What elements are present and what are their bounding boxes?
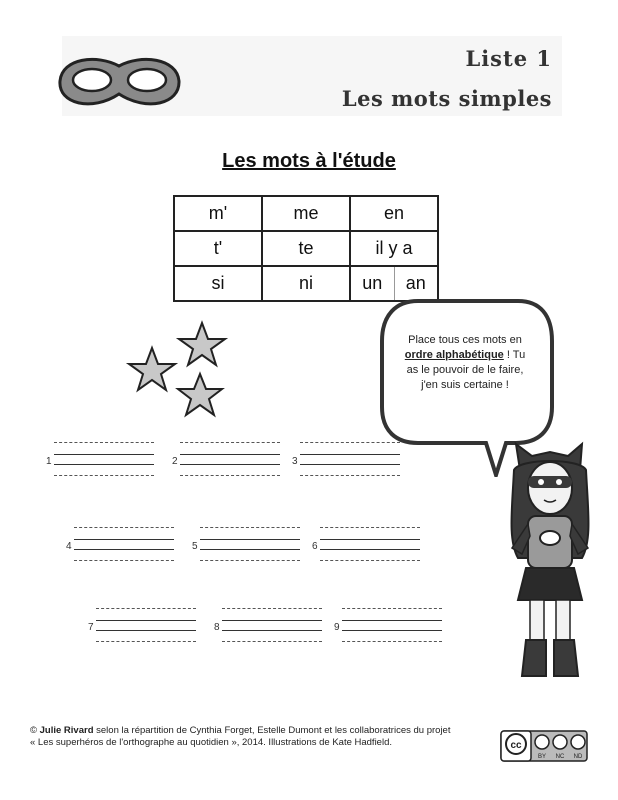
writing-line [342,620,442,621]
slot-number: 5 [192,541,198,552]
writing-line [300,454,400,455]
dotted-line [222,608,322,609]
answer-slot[interactable] [334,608,444,648]
writing-line [180,464,280,465]
writing-line [320,549,420,550]
star-icon [179,323,225,365]
word-cell-split [350,266,438,301]
slot-number: 9 [334,622,340,633]
dotted-line [96,608,196,609]
word-cell: en [350,196,438,231]
table-row [174,196,438,231]
word-cell: un [351,267,395,300]
answer-slot[interactable] [312,527,422,567]
writing-line [320,539,420,540]
table-row [174,231,438,266]
license-by: BY [537,754,547,760]
writing-line [74,549,174,550]
answer-slot[interactable] [192,527,302,567]
dotted-line [300,442,400,443]
slot-number: 7 [88,622,94,633]
writing-line [54,464,154,465]
writing-line [96,620,196,621]
dotted-line [96,641,196,642]
answer-slot[interactable] [46,442,156,482]
footer-line2: « Les superhéros de l'orthographe au quotidien », 2014. Illustrations de Kate Hadfield. [30,737,393,748]
writing-line [54,454,154,455]
writing-line [200,549,300,550]
word-table [173,195,439,302]
answer-slot[interactable] [172,442,282,482]
dotted-line [54,442,154,443]
stars-illustration [124,320,234,425]
word-cell: t' [174,231,262,266]
writing-line [74,539,174,540]
dotted-line [180,475,280,476]
slot-number: 4 [66,541,72,552]
dotted-line [54,475,154,476]
writing-line [300,464,400,465]
slot-number: 3 [292,456,298,467]
footer-line1: selon la répartition de Cynthia Forget, Estelle Dumont et les collaboratrices du projet [96,725,451,736]
word-cell: me [262,196,350,231]
list-subtitle: Les mots simples [341,86,552,111]
writing-line [200,539,300,540]
superhero-girl-illustration [500,440,600,690]
footer-author: Julie Rivard [39,725,94,736]
word-cell: an [405,273,426,293]
dotted-line [300,475,400,476]
word-cell: si [174,266,262,301]
star-icon [129,348,175,390]
table-row [174,266,438,301]
bubble-line-pre: Place tous ces mots en [408,334,522,346]
star-icon [178,374,222,415]
bubble-emphasis: ordre alphabétique [404,349,504,361]
word-cell: m' [174,196,262,231]
dotted-line [342,641,442,642]
dotted-line [200,560,300,561]
slot-number: 1 [46,456,52,467]
copyright-symbol: © [30,725,37,736]
word-cell: te [262,231,350,266]
answer-slot[interactable] [292,442,402,482]
license-nc: NC [555,754,565,760]
slot-number: 8 [214,622,220,633]
writing-line [222,620,322,621]
footer-credits [30,725,490,749]
word-cell: il y a [350,231,438,266]
writing-line [96,630,196,631]
word-cell: ni [262,266,350,301]
slot-number: 6 [312,541,318,552]
creative-commons-license-icon [500,730,588,762]
bubble-text [400,333,530,393]
answer-slot[interactable] [88,608,198,648]
dotted-line [222,641,322,642]
list-title: Liste 1 [465,46,552,71]
license-nd: ND [573,754,583,760]
writing-line [222,630,322,631]
dotted-line [342,608,442,609]
bubble-line-post: ! Tu as le pouvoir de le faire, j'en suis certaine ! [406,349,526,391]
study-heading: Les mots à l'étude [222,150,396,172]
dotted-line [74,527,174,528]
answer-slot[interactable] [214,608,324,648]
cc-label: cc [510,740,522,751]
answer-slot[interactable] [66,527,176,567]
writing-line [342,630,442,631]
dotted-line [74,560,174,561]
dotted-line [320,560,420,561]
dotted-line [200,527,300,528]
dotted-line [320,527,420,528]
slot-number: 2 [172,456,178,467]
writing-line [180,454,280,455]
dotted-line [180,442,280,443]
superhero-mask-icon [52,46,187,116]
